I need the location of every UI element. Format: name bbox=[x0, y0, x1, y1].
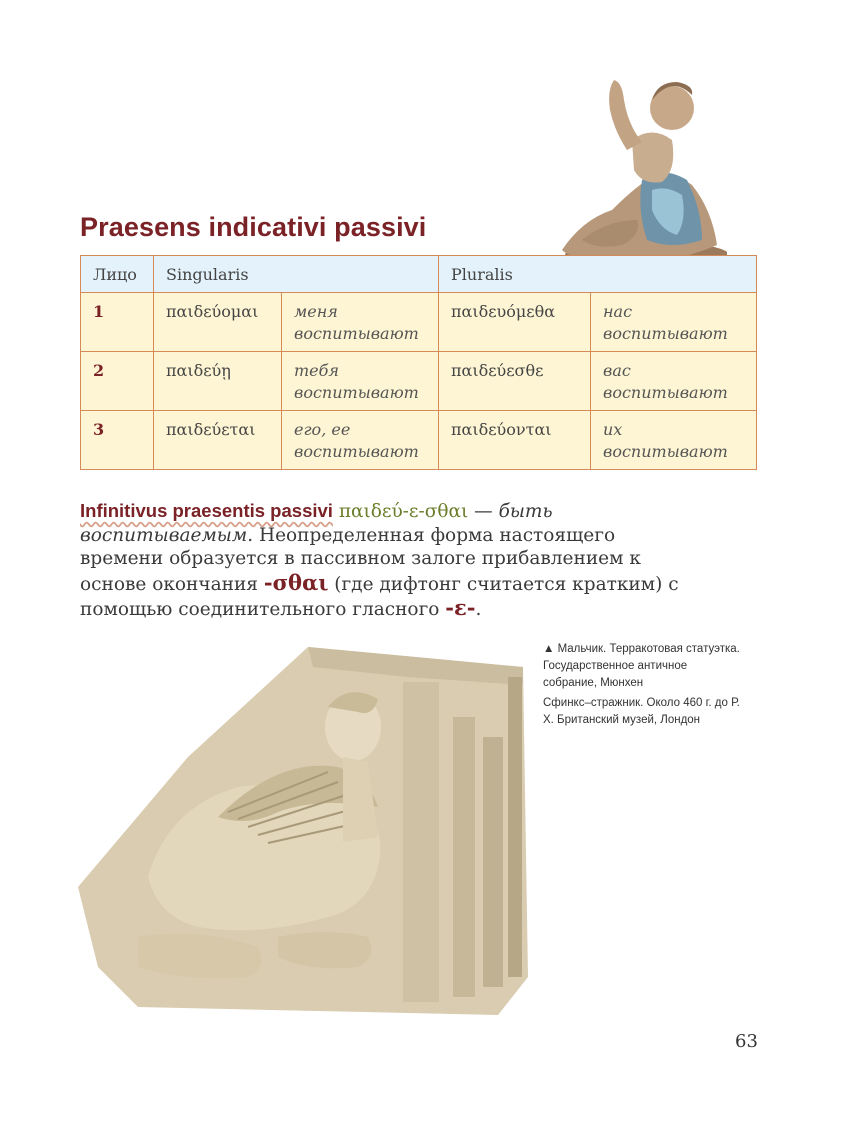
singular-form: παιδεύεται bbox=[154, 411, 282, 470]
paragraph-text-1: Неопределенная форма настоящего времени образуется в пассивном залоге прибавлением к основе окончания bbox=[80, 524, 641, 595]
header-pluralis: Pluralis bbox=[439, 256, 757, 293]
paragraph-text-2: (где дифтонг считается кратким) с помощью соединительного гласного bbox=[80, 573, 679, 620]
table-row bbox=[81, 352, 757, 411]
person-number: 1 bbox=[81, 293, 154, 352]
ending-sthai: -σθαι bbox=[263, 569, 329, 595]
plural-translation: нас воспитывают bbox=[591, 293, 757, 352]
dash: — bbox=[468, 501, 499, 522]
sphinx-relief-image bbox=[78, 637, 530, 1015]
terracotta-statuette-image bbox=[552, 70, 727, 270]
infinitive-meaning: быть воспитываемым. bbox=[80, 501, 553, 546]
paragraph-end: . bbox=[475, 599, 482, 620]
statuette-caption: ▲ Мальчик. Терракотовая статуэтка. Государственное античное собрание, Мюнхен bbox=[543, 643, 740, 689]
table-row bbox=[81, 293, 757, 352]
plural-form: παιδεύονται bbox=[439, 411, 591, 470]
infinitive-greek: παιδεύ-ε-σθαι bbox=[338, 501, 469, 522]
page-number: 63 bbox=[735, 1031, 758, 1052]
table-row bbox=[81, 411, 757, 470]
header-singularis: Singularis bbox=[154, 256, 439, 293]
plural-form: παιδευόμεθα bbox=[439, 293, 591, 352]
infinitive-paragraph bbox=[80, 499, 680, 622]
singular-form: παιδεύομαι bbox=[154, 293, 282, 352]
person-number: 3 bbox=[81, 411, 154, 470]
sphinx-caption: Сфинкс–стражник. Около 460 г. до Р. Х. Британский музей, Лондон bbox=[543, 697, 740, 726]
table-header-row bbox=[81, 256, 757, 293]
connecting-vowel: -ε- bbox=[445, 595, 476, 620]
infinitive-term: Infinitivus praesentis passivi bbox=[80, 500, 333, 521]
header-person: Лицо bbox=[81, 256, 154, 293]
singular-form: παιδεύῃ bbox=[154, 352, 282, 411]
plural-form: παιδεύεσθε bbox=[439, 352, 591, 411]
conjugation-table bbox=[80, 255, 757, 470]
singular-translation: тебя воспитывают bbox=[282, 352, 439, 411]
singular-translation: меня воспитывают bbox=[282, 293, 439, 352]
plural-translation: их воспитывают bbox=[591, 411, 757, 470]
plural-translation: вас воспитывают bbox=[591, 352, 757, 411]
singular-translation: его, ее воспитывают bbox=[282, 411, 439, 470]
section-title: Praesens indicativi passivi bbox=[80, 212, 427, 242]
person-number: 2 bbox=[81, 352, 154, 411]
